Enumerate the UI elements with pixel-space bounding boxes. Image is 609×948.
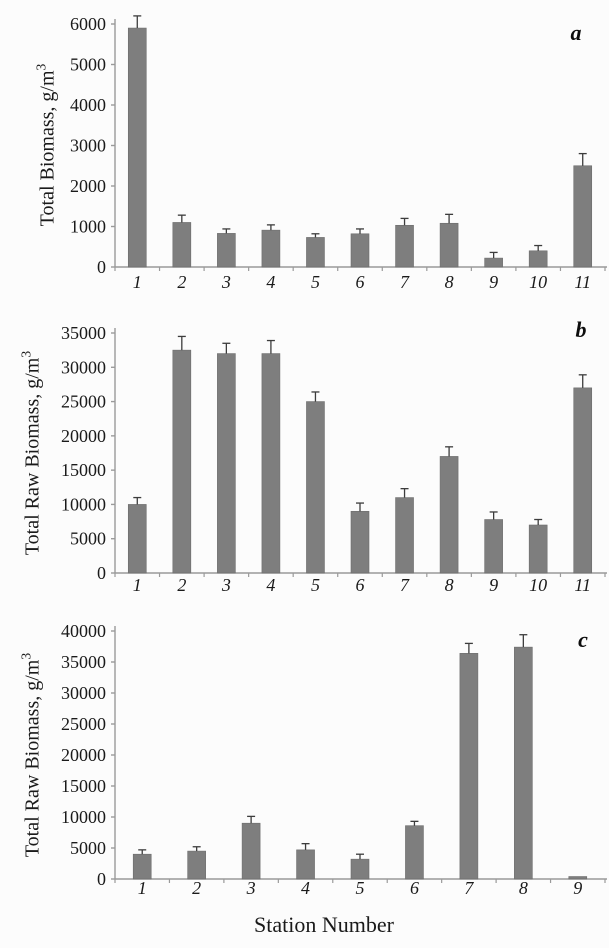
y-tick-label: 0: [97, 257, 106, 277]
y-tick-label: 25000: [61, 391, 106, 412]
bar-station-3: [217, 354, 235, 573]
bars: [128, 336, 591, 573]
x-tick-label-station-4: 4: [266, 272, 276, 292]
x-tick-label-station-9: 9: [573, 878, 583, 898]
bar-station-11: [574, 388, 592, 573]
bar-station-11: [574, 166, 592, 267]
y-tick-label: 0: [97, 563, 106, 583]
bar-station-8: [514, 647, 532, 879]
x-tick-label-station-1: 1: [137, 878, 147, 898]
bar-station-5: [351, 859, 369, 879]
x-tick-label-station-6: 6: [355, 575, 365, 595]
bar-station-1: [128, 504, 146, 573]
x-tick-label-station-4: 4: [266, 575, 276, 595]
y-tick-label: 5000: [70, 838, 106, 858]
bar-station-3: [217, 233, 235, 267]
x-tick-label-station-1: 1: [132, 575, 142, 595]
bar-station-5: [306, 237, 324, 267]
bar-station-4: [297, 850, 315, 879]
y-tick-label: 4000: [70, 95, 106, 115]
x-tick-label-station-2: 2: [177, 272, 187, 292]
panel-a-chart: [0, 0, 609, 315]
panel-b-y-axis-title-sup: 3: [18, 350, 34, 358]
panel-b-y-axis-title-text: Total Raw Biomass, g/m: [21, 357, 44, 556]
y-tick-label: 15000: [61, 460, 106, 481]
y-tick-label: 2000: [70, 176, 106, 196]
bar-station-6: [405, 826, 423, 879]
x-tick-label-station-8: 8: [518, 878, 528, 898]
x-tick-label-station-9: 9: [489, 272, 499, 292]
panel-c-y-axis-title-sup: 3: [18, 652, 34, 660]
y-tick-label: 35000: [61, 652, 106, 672]
bar-station-1: [128, 28, 146, 267]
bar-station-4: [262, 230, 280, 267]
y-tick-label: 40000: [61, 621, 106, 641]
panel-b-chart: [0, 315, 609, 618]
x-tick-label-station-8: 8: [444, 272, 454, 292]
y-tick-label: 5000: [70, 54, 106, 75]
y-tick-label: 6000: [70, 14, 106, 34]
bar-station-7: [396, 225, 414, 267]
y-tick-label: 15000: [61, 776, 106, 796]
y-tick-label: 5000: [70, 528, 106, 549]
bar-station-4: [262, 354, 280, 573]
tick-marks: [70, 14, 605, 277]
x-tick-label-station-9: 9: [489, 575, 499, 595]
x-tick-label-station-6: 6: [409, 878, 419, 898]
panel-c-letter: c: [578, 627, 588, 652]
x-tick-label-station-11: 11: [574, 575, 592, 595]
y-tick-label: 1000: [70, 216, 106, 237]
bar-station-2: [173, 350, 191, 573]
panel-c-y-axis-title-text: Total Raw Biomass, g/m: [21, 659, 44, 858]
bar-station-2: [188, 851, 206, 879]
bar-station-5: [306, 402, 324, 573]
panel-a-y-axis-title-sup: 3: [33, 63, 49, 71]
bar-station-8: [440, 223, 458, 267]
x-tick-label-station-7: 7: [400, 575, 410, 595]
bars: [128, 16, 591, 267]
bar-station-8: [440, 456, 458, 573]
y-tick-label: 10000: [61, 807, 106, 827]
bar-station-9: [485, 258, 503, 267]
bar-station-7: [460, 653, 478, 879]
y-tick-label: 3000: [70, 135, 106, 156]
x-tick-label-station-7: 7: [400, 272, 410, 292]
bar-station-2: [173, 222, 191, 267]
panel-c-chart: [0, 618, 609, 948]
x-tick-label-station-3: 3: [221, 272, 231, 292]
bar-station-10: [529, 525, 547, 573]
x-tick-label-station-5: 5: [310, 575, 320, 595]
bar-station-1: [133, 854, 151, 879]
bar-station-3: [242, 823, 260, 879]
bar-station-6: [351, 234, 369, 267]
x-tick-label-station-11: 11: [574, 272, 592, 292]
x-tick-label-station-3: 3: [246, 878, 256, 898]
x-tick-label-station-8: 8: [444, 575, 454, 595]
x-axis-title: Station Number: [254, 912, 394, 937]
bar-station-9: [485, 520, 503, 573]
x-tick-label-station-4: 4: [301, 878, 311, 898]
bars: [133, 635, 587, 879]
x-tick-label-station-5: 5: [355, 878, 365, 898]
bar-station-7: [396, 498, 414, 573]
y-tick-label: 20000: [61, 745, 106, 765]
y-tick-label: 35000: [61, 323, 106, 343]
x-tick-label-station-2: 2: [177, 575, 187, 595]
x-tick-label-station-10: 10: [529, 575, 548, 595]
panel-b-letter: b: [575, 317, 587, 342]
x-tick-label-station-1: 1: [132, 272, 142, 292]
x-tick-label-station-7: 7: [464, 878, 474, 898]
bar-station-6: [351, 511, 369, 573]
x-tick-label-station-10: 10: [529, 272, 548, 292]
panel-c-y-axis-title: [20, 653, 43, 857]
x-tick-label-station-3: 3: [221, 575, 231, 595]
y-tick-label: 30000: [61, 683, 106, 703]
panel-b-y-axis-title: [20, 351, 43, 555]
panel-a-y-axis-title-text: Total Biomass, g/m: [36, 70, 59, 227]
bar-station-10: [529, 251, 547, 267]
y-tick-label: 10000: [61, 494, 106, 515]
y-tick-label: 30000: [61, 357, 106, 378]
panel-a-y-axis-title: [35, 64, 58, 227]
y-tick-label: 25000: [61, 714, 106, 734]
axes: [115, 626, 607, 879]
y-tick-label: 0: [97, 869, 106, 889]
x-tick-label-station-5: 5: [310, 272, 320, 292]
x-tick-label-station-2: 2: [192, 878, 202, 898]
y-tick-label: 20000: [61, 425, 106, 446]
panel-a-letter: a: [570, 20, 582, 45]
x-tick-label-station-6: 6: [355, 272, 365, 292]
